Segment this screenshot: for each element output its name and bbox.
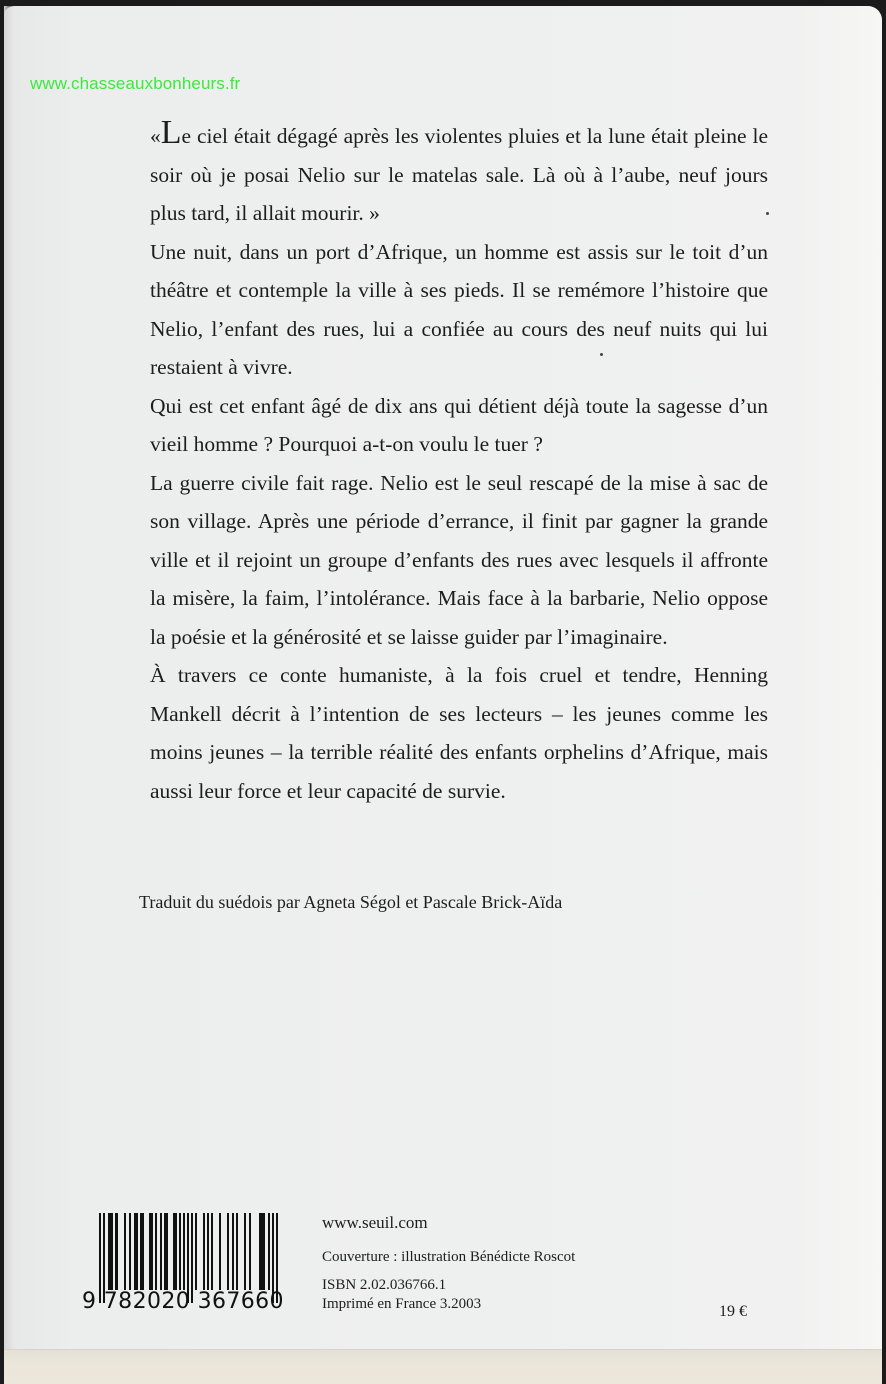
blurb (150, 116, 768, 810)
quote-open-mark: « (150, 124, 161, 148)
watermark-url[interactable]: www.chasseauxbonheurs.fr (30, 74, 241, 93)
print-speck (766, 212, 769, 215)
barcode (82, 1213, 312, 1313)
translator-credit: Traduit du suédois par Agneta Ségol et Pascale Brick-Aïda (139, 892, 563, 912)
blurb-paragraph: Une nuit, dans un port d’Afrique, un homme est assis sur le toit d’un théâtre et contemple la ville à ses pieds. Il se remémore l’histoire que Nelio, l’enfant des rues, lui a confiée au cours des neuf nuits qui lui restaient à vivre. (150, 239, 768, 379)
print-speck (600, 353, 603, 356)
barcode-bars (99, 1213, 278, 1295)
blurb-paragraph: Qui est cet enfant âgé de dix ans qui détient déjà toute la sagesse d’un vieil homme ? Pourquoi a-t-on voulu le tuer ? (150, 393, 768, 456)
blurb-paragraph: La guerre civile fait rage. Nelio est le seul rescapé de la mise à sac de son village. Après une période d’errance, il finit par gagner la grande ville et il rejoint un groupe d’enfants des rues avec lesquels il affronte la misère, la faim, l’intolérance. Mais face à la barbarie, Nelio oppose la poésie et la générosité et se laisse guider par l’imaginaire. (150, 470, 768, 649)
quote-text: e ciel était dégagé après les violentes pluies et la lune était pleine le soir où je posai Nelio sur le matelas sale. Là où à l’aube, neuf jours plus tard, il allait mourir. » (150, 124, 768, 225)
opening-quote (150, 116, 768, 233)
book-back-cover (4, 6, 882, 1383)
barcode-number: 9 782020 367660 (82, 1289, 284, 1314)
isbn: ISBN 2.02.036766.1 (322, 1277, 447, 1293)
cover-bottom-edge (4, 1349, 882, 1384)
publisher-website[interactable]: www.seuil.com (322, 1213, 428, 1232)
cover-illustration-credit: Couverture : illustration Bénédicte Roscot (322, 1249, 576, 1265)
quote-dropcap: L (160, 114, 182, 151)
price: 19 € (719, 1303, 747, 1320)
blurb-paragraph: À travers ce conte humaniste, à la fois cruel et tendre, Henning Mankell décrit à l’intention de ses lecteurs – les jeunes comme les moins jeunes – la terrible réalité des enfants orphelins d’Afrique, mais aussi leur force et leur capacité de survie. (150, 663, 768, 803)
print-info: Imprimé en France 3.2003 (322, 1296, 482, 1312)
